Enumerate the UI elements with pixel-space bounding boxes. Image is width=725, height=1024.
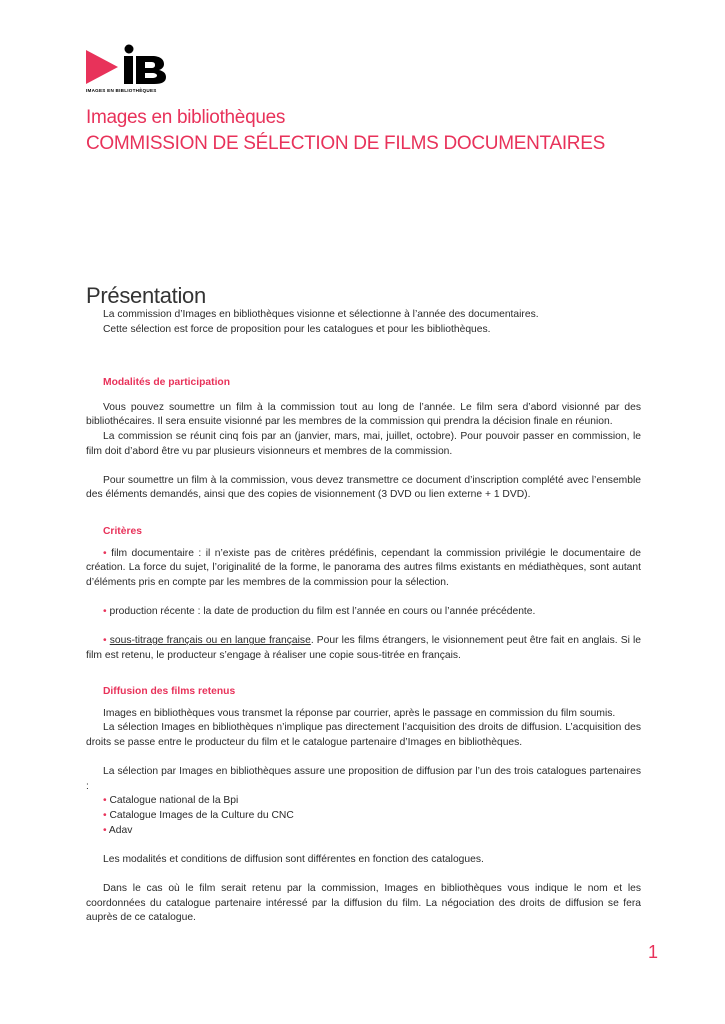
critere-production	[86, 605, 641, 620]
critere-sous-titrage	[86, 634, 641, 663]
critere-1-label: film documentaire :	[111, 547, 202, 559]
ib-logo	[86, 44, 168, 96]
critere-3-text: . Pour les films étrangers, le visionnement peut être fait en anglais. Si le film est retenu, le producteur s’engage à réaliser une copie sous-titrée en français.	[86, 635, 641, 661]
critere-documentaire	[86, 547, 641, 591]
intro-paragraph-1: La commission d’Images en bibliothèques visionne et sélectionne à l’année des documentaires.	[103, 309, 539, 320]
critere-3-label: sous-titrage français ou en langue française	[109, 635, 311, 647]
diffusion-paragraph-4: Les modalités et conditions de diffusion sont différentes en fonction des catalogues.	[103, 853, 484, 865]
critere-1-text: il n’existe pas de critères prédéfinis, cependant la commission privilégie le documentaire de création. La force du sujet, l’originalité de la forme, le panorama des autres films existants en médiathèques, sont autant d’éléments pris en compte par les membres de la commission pour la sélection.	[86, 547, 641, 588]
diffusion-paragraph-3: La sélection par Images en bibliothèques assure une proposition de diffusion par l’un des trois catalogues partenaires :	[86, 766, 641, 792]
title-line-1: Images en bibliothèques	[86, 107, 286, 128]
modalites-paragraph-2: La commission se réunit cinq fois par an (janvier, mars, mai, juillet, octobre). Pour pouvoir passer en commission, le film doit d’abord être vu par plusieurs visionneurs et membres de la commission.	[86, 430, 641, 457]
list-item: • Catalogue national de la Bpi	[103, 795, 239, 807]
critere-2-text: la date de production du film est l’année en cours ou l’année précédente.	[200, 605, 536, 617]
diffusion-heading: Diffusion des films retenus	[103, 686, 236, 698]
title-line-2: COMMISSION DE SÉLECTION DE FILMS DOCUMENTAIRES	[86, 133, 605, 154]
bullet-icon: •	[103, 810, 107, 822]
critere-2-label: production récente :	[109, 605, 201, 617]
section-title: Présentation	[86, 282, 206, 308]
ib-logo-mark	[86, 44, 168, 88]
bullet-icon: •	[103, 795, 107, 807]
bullet-icon: •	[103, 824, 107, 836]
page-title	[86, 105, 605, 157]
bullet-icon: •	[103, 635, 107, 647]
list-item: • Adav	[103, 824, 133, 836]
bullet-icon: •	[103, 605, 107, 617]
diffusion-paragraph-1: Images en bibliothèques vous transmet la réponse par courrier, après le passage en commission du film soumis.	[103, 707, 616, 719]
bullet-icon: •	[103, 547, 107, 559]
intro-paragraph-2: Cette sélection est force de proposition pour les catalogues et pour les bibliothèques.	[103, 323, 491, 335]
document-body	[86, 308, 641, 926]
modalites-paragraph-1: Vous pouvez soumettre un film à la commission tout au long de l’année. Le film sera d’abord visionné par des bibliothécaires. Il sera ensuite visionné par les membres de la commission qui prendra la décision finale en réunion.	[86, 401, 641, 428]
modalites-heading: Modalités de participation	[103, 377, 231, 389]
catalogue-list	[86, 794, 641, 838]
logo-caption: IMAGES EN BIBLIOTHÈQUES	[86, 88, 157, 93]
list-item: • Catalogue Images de la Culture du CNC	[103, 810, 294, 822]
diffusion-paragraph-2: La sélection Images en bibliothèques n’implique pas directement l’acquisition des droits de diffusion. L’acquisition des droits se passe entre le producteur du film et le catalogue partenaire d’Images en bibliothèques.	[86, 722, 641, 749]
modalites-paragraph-3: Pour soumettre un film à la commission, vous devez transmettre ce document d’inscription complété avec l’ensemble des éléments demandés, ainsi que des copies de visionnement (3 DVD ou lien externe + 1 DVD).	[86, 474, 641, 501]
diffusion-paragraph-5: Dans le cas où le film serait retenu par la commission, Images en bibliothèques vous indique le nom et les coordonnées du catalogue partenaire intéressé par la diffusion du film. La négociation des droits de diffusion se fera auprès de ce catalogue.	[86, 883, 641, 924]
criteres-heading: Critères	[103, 525, 142, 537]
page-number: 1	[648, 942, 659, 962]
